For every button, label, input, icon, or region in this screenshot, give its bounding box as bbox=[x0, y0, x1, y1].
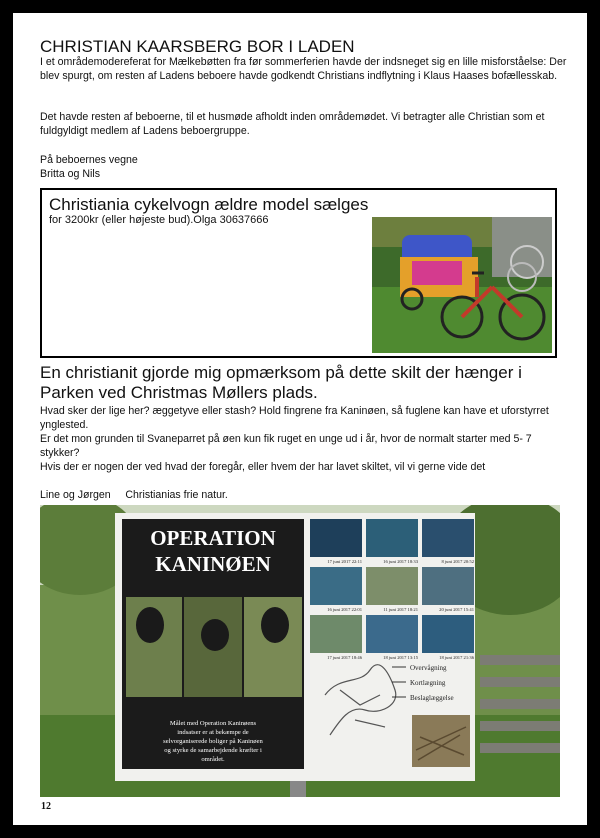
svg-text:Målet med Operation Kaninøens: Målet med Operation Kaninøens bbox=[169, 720, 257, 727]
svg-text:Beslaglæggelse: Beslaglæggelse bbox=[410, 694, 454, 702]
article-paragraph-1: I et områdemodereferat for Mælkebøtten fra før sommerferien havde der indsneget sig en lille misforståelse: Der blev spurgt, om resten af Ladens beboere havde godkendt Christians indflytning i Klaus Haases bofællesskab. bbox=[40, 56, 567, 82]
operation-kaninoen-sign-photo bbox=[40, 505, 560, 797]
signature-line-2: Britta og Nils bbox=[40, 168, 101, 180]
svg-text:Kortlægning: Kortlægning bbox=[410, 679, 446, 687]
cargo-bike-photo bbox=[372, 217, 552, 353]
svg-text:Overvågning: Overvågning bbox=[410, 664, 447, 672]
magazine-page bbox=[13, 13, 587, 825]
signature-org: Christianias frie natur. bbox=[125, 489, 228, 501]
camera-photo-grid bbox=[310, 519, 474, 653]
svg-text:området.: området. bbox=[201, 756, 225, 763]
sign-heading-line-2: KANINØEN bbox=[155, 552, 271, 576]
svg-text:og styrke de samarbejdende kræ: og styrke de samarbejdende kræfter i bbox=[164, 747, 262, 754]
article-title-kaninoen: En christianit gjorde mig opmærksom på dette skilt der hænger i Parken ved Christmas Møllers plads. bbox=[40, 363, 522, 402]
article-line-2: Er det mon grunden til Svaneparret på øen kun fik ruget en unge ud i år, hvor de normalt starter med 5- 7 stykker? bbox=[40, 433, 532, 459]
ad-title: Christiania cykelvogn ældre model sælges bbox=[49, 195, 369, 214]
svg-text:20 juni 2017 15:41: 20 juni 2017 15:41 bbox=[439, 607, 474, 612]
svg-text:17 juni 2017 22:11: 17 juni 2017 22:11 bbox=[327, 559, 362, 564]
svg-text:18 juni 2017 21:36: 18 juni 2017 21:36 bbox=[439, 655, 474, 660]
article-title-laden: CHRISTIAN KAARSBERG BOR I LADEN bbox=[40, 37, 355, 56]
article-paragraph-2: Det havde resten af beboerne, til et husmøde afholdt inden områdemødet. Vi betragter alle Christian som et fuldgyldigt medlem af Ladens beboergruppe. bbox=[40, 111, 545, 137]
article-signature-2 bbox=[40, 488, 228, 502]
svg-text:selvorganiserede boliger på Ka: selvorganiserede boliger på Kaninøen bbox=[163, 738, 263, 745]
classified-ad-box bbox=[40, 188, 557, 358]
page-number: 12 bbox=[41, 801, 51, 812]
ad-text: for 3200kr (eller højeste bud).Olga 30637666 bbox=[49, 214, 269, 226]
article-line-3: Hvis der er nogen der ved hvad der foregår, eller hvem der har lavet skiltet, vil vi gerne vide det bbox=[40, 461, 486, 473]
svg-text:18 juni 2017 13:15: 18 juni 2017 13:15 bbox=[383, 655, 418, 660]
svg-text:indsatser er at bekæmpe de: indsatser er at bekæmpe de bbox=[177, 729, 249, 736]
signature-line-1: På beboernes vegne bbox=[40, 154, 138, 166]
article-line-1: Hvad sker der lige her? æggetyve eller stash? Hold fingrene fra Kaninøen, så fuglene kan have et uforstyrret ynglested. bbox=[40, 405, 549, 431]
article-body-kaninoen bbox=[40, 404, 570, 474]
signature-names: Line og Jørgen bbox=[40, 489, 111, 501]
svg-text:11 juni 2017 18:21: 11 juni 2017 18:21 bbox=[383, 607, 418, 612]
sign-heading-line-1: OPERATION bbox=[150, 526, 276, 550]
article-signature bbox=[40, 153, 138, 181]
svg-text:17 juni 2017 18:46: 17 juni 2017 18:46 bbox=[327, 655, 362, 660]
svg-text:16 juni 2017 22:01: 16 juni 2017 22:01 bbox=[327, 607, 362, 612]
svg-text:16 juni 2017 18:33: 16 juni 2017 18:33 bbox=[383, 559, 418, 564]
svg-text:8 juni 2017 20:52: 8 juni 2017 20:52 bbox=[441, 559, 474, 564]
